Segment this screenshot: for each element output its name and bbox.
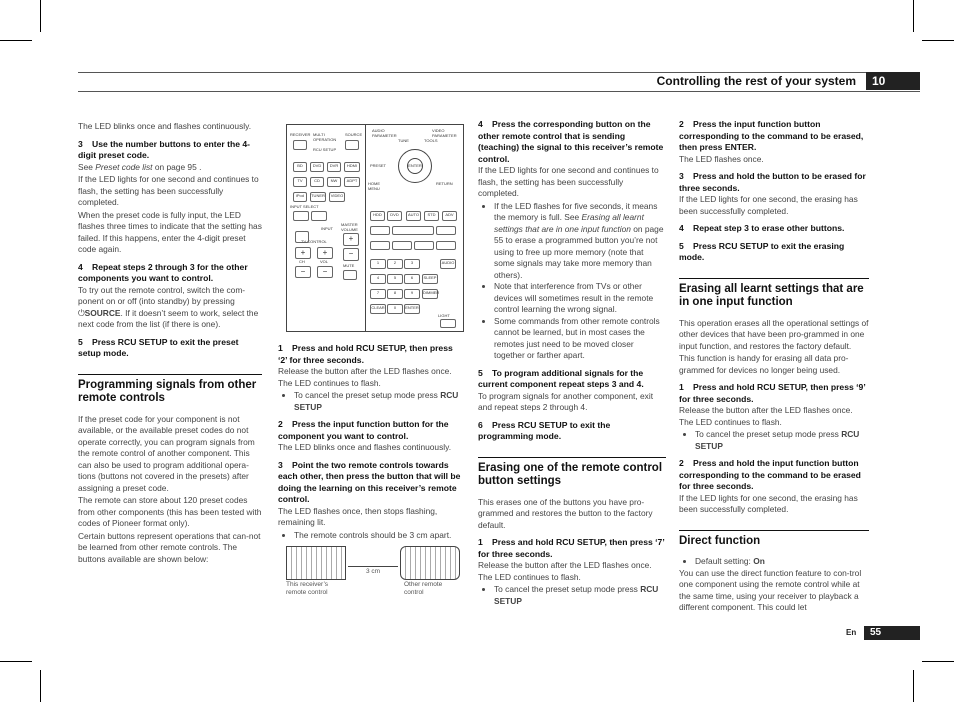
bullet-item: • If the LED flashes for five seconds, it means the memory is full. See Erasing all learnt settings that are in one input function on page 55 to erase a programmed button you’re not using to free up more memory (note that some signals may take more memory than others). [494,201,666,282]
transport-button [392,226,434,235]
step-heading: 4 Press the corresponding button on the other remote control that is sending (teaching) the signal to this receiver’s remote control. [478,119,664,164]
tv-power-button [295,231,309,243]
paragraph: Release the button after the LED flashes once. The LED continues to flash. [679,405,853,427]
column-3 [478,119,666,607]
transport-button [370,241,390,250]
crop-mark [40,670,41,702]
function-button: STD [424,211,439,221]
chapter-number: 10 [866,72,920,90]
section-heading: Direct function [679,530,869,549]
volume-down-button: − [343,248,359,261]
paragraph: This function is handy for erasing all data pro-grammed for devices no longer being used. [679,353,849,375]
step-heading: 1 Press and hold RCU SETUP, then press ‘2’ for three seconds. [278,343,453,365]
other-remote-drawing [400,546,460,580]
step-heading: 6 Press RCU SETUP to exit the programming mode. [478,419,611,441]
number-button: 3 [404,259,420,269]
distance-arrow [348,566,398,567]
step-heading: 1 Press and hold RCU SETUP, then press ‘7’ for three seconds. [478,537,665,559]
column-2 [278,337,464,541]
bullet-item: • The remote controls should be 3 cm apart. [294,530,464,542]
input-select-button [311,211,327,221]
language-label: En [846,628,857,637]
number-button: DIMMER [422,289,438,299]
crop-mark [922,661,954,662]
step-heading: 5 Press RCU SETUP to exit the erasing mode. [679,240,845,262]
paragraph: To try out the remote control, switch the com-ponent on or off (into standby) by pressing ⏻SOURCE. If it doesn’t seem to work, select the next code from the list (if there is one). [78,284,259,329]
step-heading: 1 Press and hold RCU SETUP, then press ‘9’ for three seconds. [679,382,866,404]
enter-button: ENTER [407,158,423,174]
paragraph: If the LED lights for one second and continues to flash, the setting has been successfully completed. [478,165,659,198]
column-1 [78,121,262,566]
link-erasing-all[interactable]: Erasing all learnt settings that are in one input function [494,212,644,234]
paragraph: See Preset code list on page 95 . [78,161,202,172]
paragraph: The remote can store about 120 preset codes from other components (this has been tested with codes of Pioneer format only). [78,495,262,528]
paragraph: Release the button after the LED flashes once. The LED continues to flash. [478,560,652,582]
step-heading: 5 Press RCU SETUP to exit the preset setup mode. [78,336,239,358]
ch-down-button: − [295,266,311,278]
step-heading: 3 Use the number buttons to enter the 4-digit preset code. [78,138,251,160]
vol-down-button: − [317,266,333,278]
input-button: TUNER [310,192,326,202]
step-heading: 4 Repeat step 3 to erase other buttons. [679,223,845,233]
paragraph: The LED flashes once. [679,153,764,164]
transport-button [414,241,434,250]
paragraph: If the preset code for your component is not available, or the available preset codes do not operate correctly, you can program signals from the remote control of another component. This can also be used to program additional opera-tions (buttons not covered in the presets) after assigning a preset code. [78,413,255,493]
input-button: DVD [310,162,324,172]
input-button: CD [310,177,324,187]
section-heading: Erasing one of the remote control button settings [478,457,666,489]
bullet-item: • To cancel the preset setup mode press RCU SETUP [494,584,666,607]
input-button: iPod [293,192,307,202]
bullet-list [278,530,464,542]
function-button: ADV [442,211,457,221]
bullet-list [679,429,869,452]
distance-label: 3 cm [366,568,381,575]
input-button: DVR [327,162,341,172]
paragraph: If the LED lights for one second, the erasing has been successfully completed. [679,194,858,216]
number-button: SLEEP [422,274,438,284]
bullet-item: • Default setting: On [695,556,869,568]
function-button: AUTO [406,211,421,221]
step-heading: 2 Press and hold the input function button corresponding to the command to be erased for three seconds. [679,458,861,491]
input-button: HDMI [344,162,360,172]
input-button: TV [293,177,307,187]
section-heading: Erasing all learnt settings that are in one input function [679,278,869,310]
number-button: 9 [404,289,420,299]
mute-button [343,270,357,280]
ch-up-button: + [295,247,311,259]
bullet-item: • To cancel the preset setup mode press RCU SETUP [695,429,869,452]
paragraph: When the preset code is fully input, the LED flashes three times to indicate that the setting has failed. If this happens, enter the 4-digit preset code again. [78,209,262,254]
number-button: 8 [387,289,403,299]
step-heading: 2 Press the input function button corresponding to the command to be erased, then press ENTER. [679,119,864,152]
crop-mark [40,0,41,32]
paragraph: You can use the direct function feature to con-trol one component using the remote control while at the same time, using your receiver to playback a different component. This could let [679,567,862,612]
transport-button [436,241,456,250]
input-button: BD [293,162,307,172]
input-select-button [293,211,309,221]
paragraph: If the LED lights for one second and continues to flash, the setting has been successfully completed. [78,174,259,207]
remote-right-section: AUDIO PARAMETER VIDEO PARAMETER TUNE TOOLS ENTER PRESET HOME MENU RETURN HDD DVD AUTO STD ADV 1 2 3 AUDIO 4 5 6 SLEEP 7 8 9 DIMMER CLEAR 0 ENTER LIGHT [366,125,463,331]
crop-mark [0,661,32,662]
receiver-remote-drawing [286,546,346,580]
bullet-list [679,556,869,568]
column-4 [679,119,869,615]
link-preset-code-list[interactable]: Preset code list [95,161,153,172]
bullet-list [478,201,666,362]
volume-up-button: + [343,233,359,246]
crop-mark [0,40,32,41]
section-title: Controlling the rest of your system [656,74,856,88]
caption-other-remote: Other remote control [404,581,443,596]
crop-mark [913,0,914,32]
number-button: 4 [370,274,386,284]
crop-mark [913,670,914,702]
step-heading: 2 Press the input function button for the component you want to control. [278,419,449,441]
number-button: ENTER [404,304,420,314]
bullet-list [278,390,464,413]
caption-receiver-remote: This receiver’s remote control [286,581,329,596]
number-button: CLEAR [370,304,386,314]
paragraph: Certain buttons represent operations that can-not be learned from other remote controls. The buttons available are shown below: [78,530,261,564]
paragraph: This erases one of the buttons you have pro-grammed and restores the button to the factory default. [478,496,653,530]
paragraph: The LED blinks once and flashes continuously. [278,442,452,452]
transport-button [392,241,412,250]
paragraph: Release the button after the LED flashes once. The LED continues to flash. [278,366,452,388]
step-heading: 5 To program additional signals for the current component repeat steps 3 and 4. [478,367,644,389]
section-heading: Programming signals from other remote controls [78,374,262,406]
number-button: 5 [387,274,403,284]
source-power-button [345,140,359,150]
input-button: NW [327,177,341,187]
step-heading: 3 Point the two remote controls towards each other, then press the button that will be doing the learning on this receiver’s remote control. [278,459,461,504]
vol-up-button: + [317,247,333,259]
paragraph: This operation erases all the operational settings of other devices that have been pro-grammed in one input function, and restores the factory default. [679,317,869,351]
paragraph: If the LED lights for one second, the erasing has been successfully completed. [679,492,858,514]
receiver-power-button [293,140,307,150]
paragraph: The LED blinks once and flashes continuously. [78,121,252,131]
remote-control-illustration [286,124,464,332]
number-button: 7 [370,289,386,299]
remote-left-section: RECEIVER MULTI OPERATION SOURCE RCU SETUP BD DVD DVR HDMI TV CD NW ADPT iPod TUNER VIDEO INPUT SELECT INPUT MASTER VOLUME TV CONTROL + + + − CH VOL − − MUTE [287,125,366,331]
paragraph: To program signals for another component, exit and repeat steps 2 through 4. [478,390,654,412]
transport-button [370,226,390,235]
number-button: 1 [370,259,386,269]
bullet-list [478,584,666,607]
bullet-item: • Note that interference from TVs or other devices will sometimes result in the remote control learning the wrong signal. [494,281,666,316]
function-button: HDD [370,211,385,221]
page-number: 55 [864,626,920,640]
input-button: VIDEO [329,192,345,202]
bullet-item: • To cancel the preset setup mode press RCU SETUP [294,390,464,413]
paragraph: The LED flashes once, then stops flashing, remaining lit. [278,505,438,527]
number-button: 0 [387,304,403,314]
input-button: ADPT [344,177,360,187]
function-button: DVD [387,211,402,221]
number-button: 2 [387,259,403,269]
step-heading: 3 Press and hold the button to be erased for three seconds. [679,171,866,193]
number-button: AUDIO [440,259,456,269]
crop-mark [922,40,954,41]
bullet-item: • Some commands from other remote controls cannot be learned, but in most cases the remotes just need to be moved closer together or farther apart. [494,316,666,362]
step-heading: 4 Repeat steps 2 through 3 for the other components you want to control. [78,261,248,283]
transport-button [436,226,456,235]
number-button: 6 [404,274,420,284]
power-icon: ⏻ [78,307,85,318]
light-button [440,319,456,328]
